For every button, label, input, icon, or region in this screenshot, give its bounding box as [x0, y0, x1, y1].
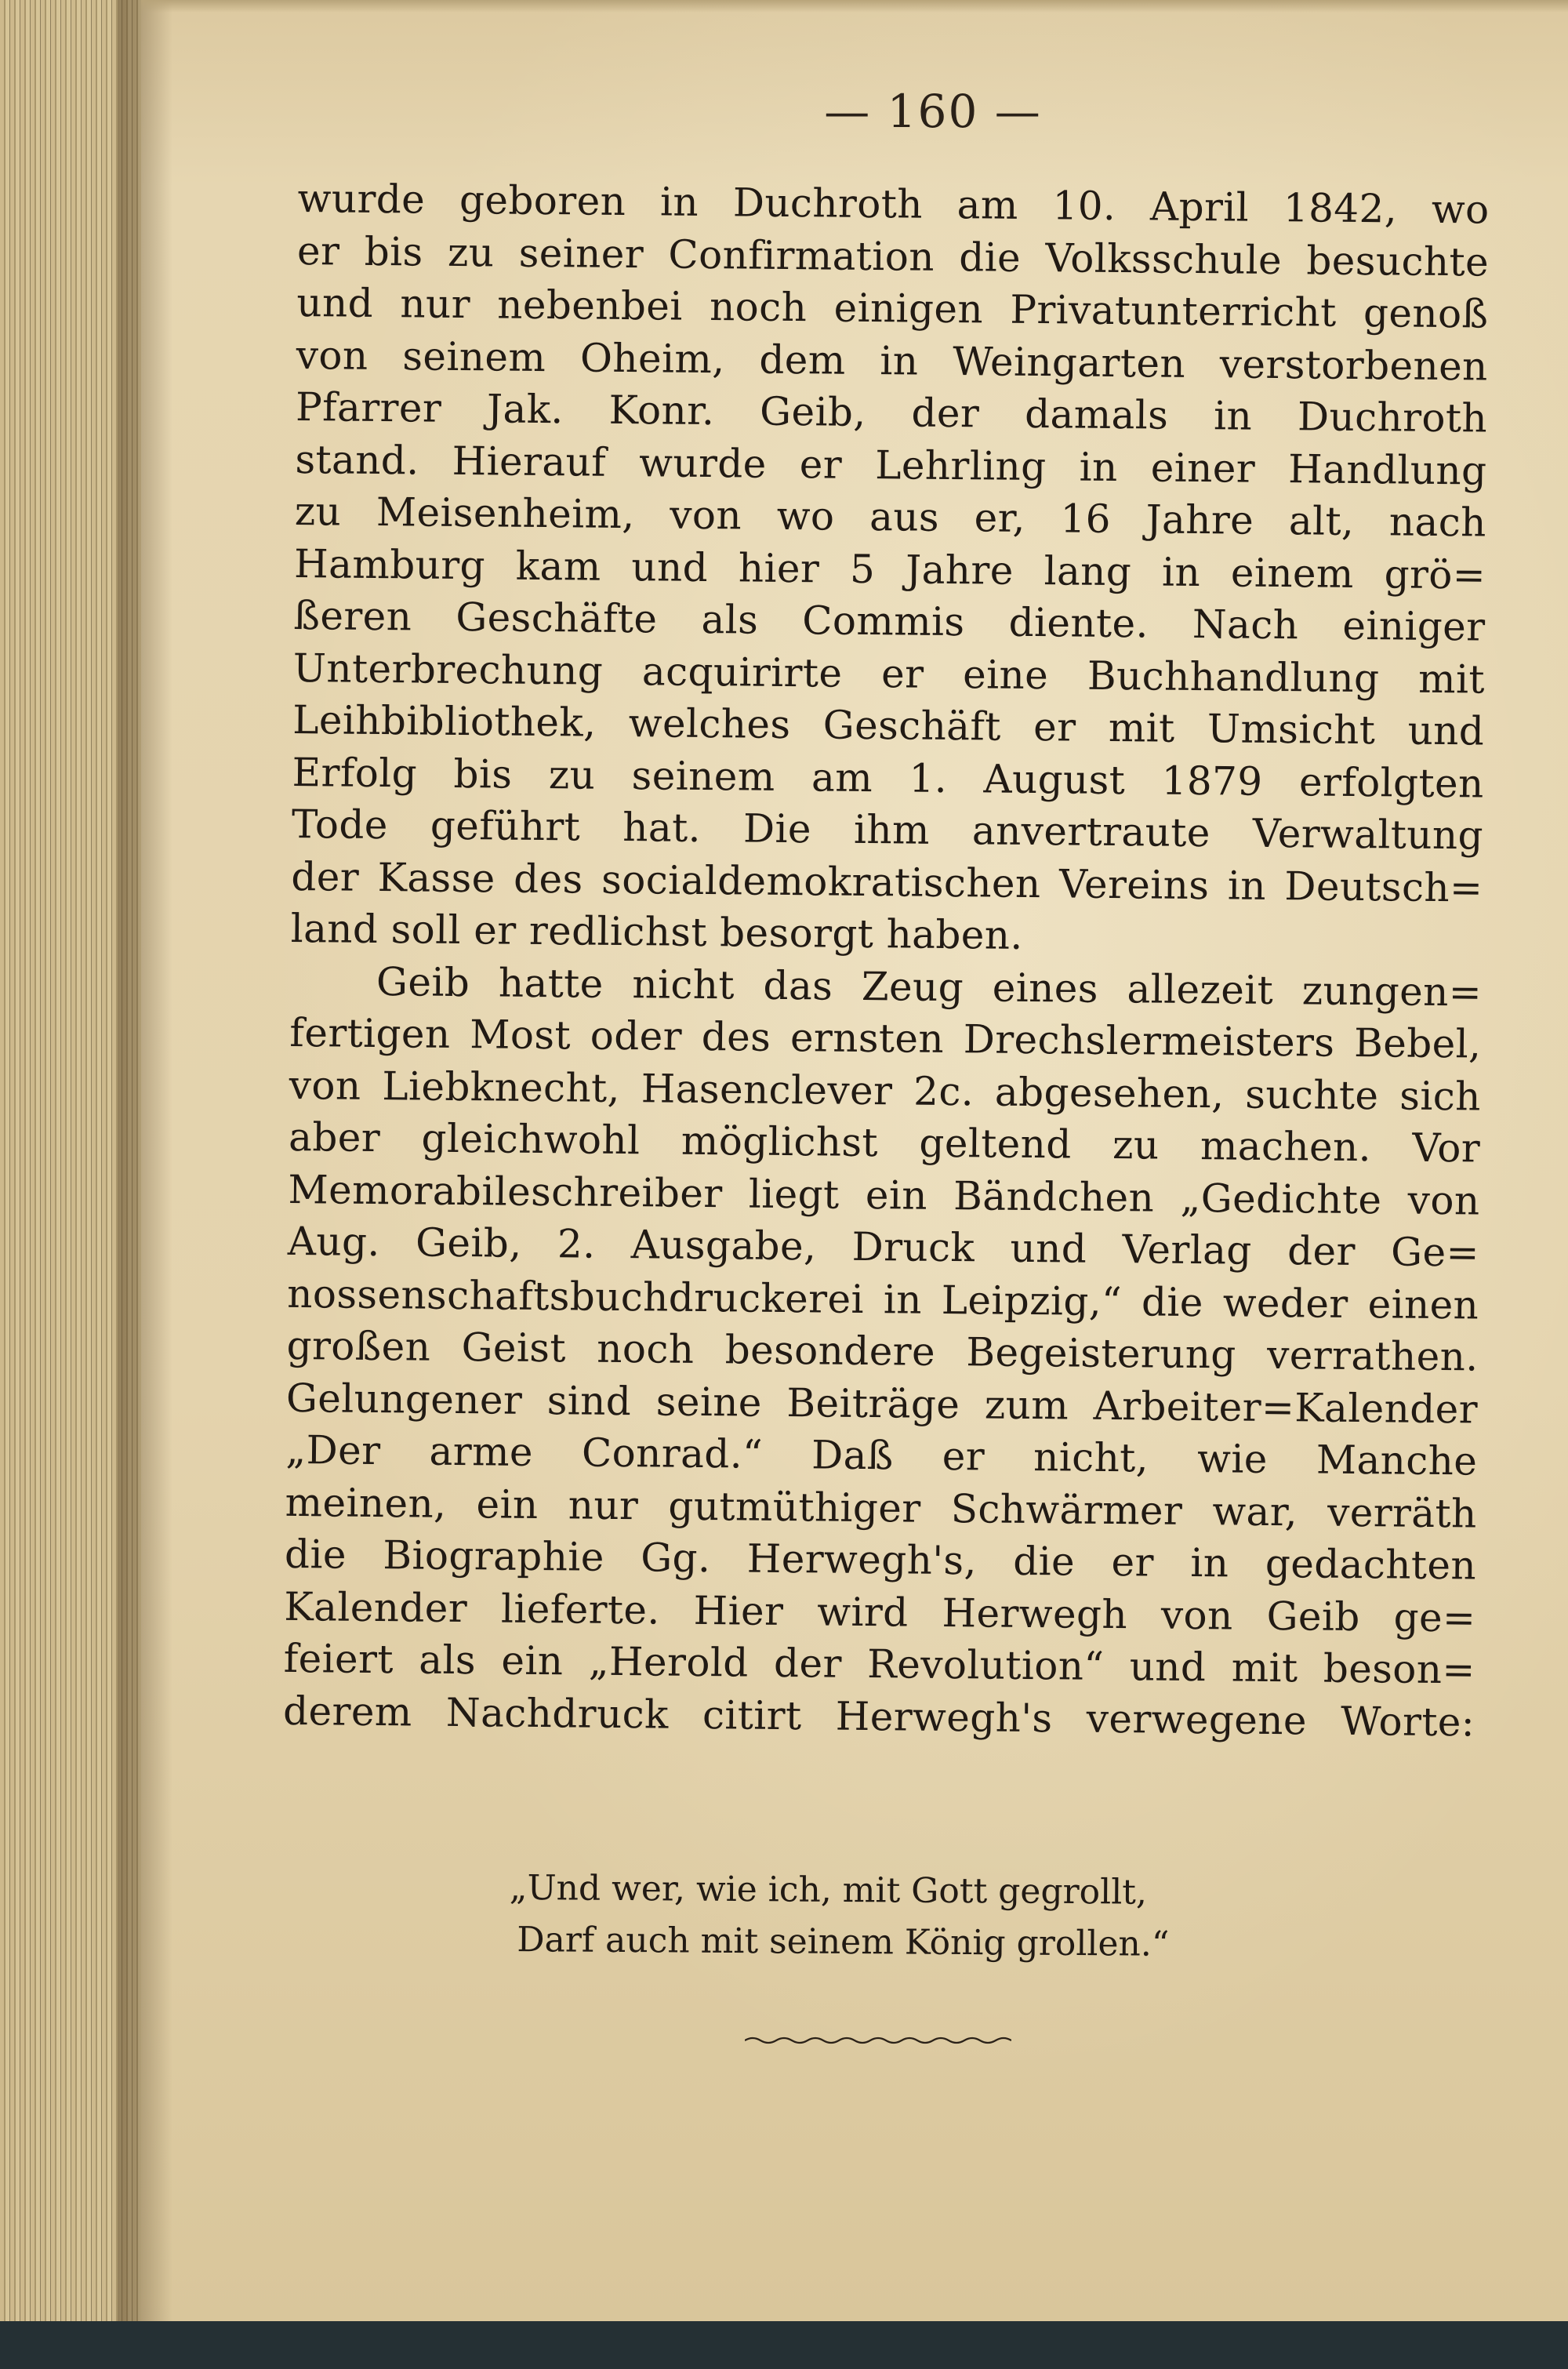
text-line: Kalender lieferte. Hier wird Herwegh von Geib ge=: [284, 1583, 1476, 1641]
text-line: aber gleichwohl möglichst geltend zu machen. Vor: [288, 1114, 1481, 1172]
text-line: großen Geist noch besondere Begeisterung verrathen.: [286, 1322, 1479, 1380]
text-line: land soll er redlichst besorgt haben.: [290, 905, 1023, 958]
text-line: er bis zu seiner Confirmation die Volksschule besuchte: [296, 227, 1490, 285]
scan-bottom-edge: [0, 2321, 1568, 2369]
text-line: „Der arme Conrad.“ Daß er nicht, wie Manche: [285, 1426, 1478, 1484]
text-line: feiert als ein „Herold der Revolution“ und mit beson=: [283, 1635, 1476, 1693]
wavy-divider-ornament: [745, 2033, 1011, 2048]
text-line: Erfolg bis zu seinem am 1. August 1879 erfolgten: [292, 749, 1484, 807]
text-line: zu Meisenheim, von wo aus er, 16 Jahre alt, nach: [294, 488, 1487, 546]
page-number: — 160 —: [824, 85, 1042, 138]
text-line: meinen, ein nur gutmüthiger Schwärmer war, verräth: [285, 1479, 1477, 1537]
text-line: Unterbrechung acquirirte er eine Buchhandlung mit: [292, 645, 1486, 703]
text-line: Memorabileschreiber liegt ein Bändchen „Gedichte von: [288, 1166, 1480, 1224]
verse-line: „Und wer, wie ich, mit Gott gegrollt,: [509, 1867, 1148, 1913]
text-line: Leihbibliothek, welches Geschäft er mit Umsicht und: [292, 696, 1485, 754]
text-line: Hamburg kam und hier 5 Jahre lang in einem grö=: [293, 540, 1486, 598]
text-line: von Liebknecht, Hasenclever 2c. abgesehen, suchte sich: [289, 1062, 1482, 1120]
verse-quote: [509, 1862, 1262, 1971]
text-line: Aug. Geib, 2. Ausgabe, Druck und Verlag der Ge=: [287, 1218, 1480, 1276]
text-line: Pfarrer Jak. Konr. Geib, der damals in Duchroth: [295, 383, 1488, 441]
text-line: Tode geführt hat. Die ihm anvertraute Verwaltung: [291, 801, 1484, 859]
text-line: stand. Hierauf wurde er Lehrling in einer Handlung: [295, 436, 1487, 494]
text-line: und nur nebenbei noch einigen Privatunterricht genoß: [296, 279, 1489, 337]
paragraph-first-line: Geib hatte nicht das Zeug eines allezeit zungen=: [376, 958, 1483, 1016]
body-text: [283, 173, 1490, 1748]
text-line: nossenschaftsbuchdruckerei in Leipzig,“ die weder einen: [286, 1270, 1479, 1328]
text-line: Gelungener sind seine Beiträge zum Arbeiter=Kalender: [285, 1375, 1479, 1433]
text-line: der Kasse des socialdemokratischen Vereins in Deutsch=: [291, 853, 1483, 911]
text-line: derem Nachdruck citirt Herwegh's verwegene Worte:: [282, 1688, 1475, 1745]
text-line: fertigen Most oder des ernsten Drechslermeisters Bebel,: [289, 1009, 1482, 1067]
verse-line: Darf auch mit seinem König grollen.“: [517, 1920, 1170, 1964]
page-top-edge: [141, 0, 1568, 13]
text-line: von seinem Oheim, dem in Weingarten verstorbenen: [296, 332, 1488, 390]
binding-shadow: [118, 0, 172, 2321]
text-line: wurde geboren in Duchroth am 10. April 1842, wo: [297, 175, 1490, 233]
text-line: ßeren Geschäfte als Commis diente. Nach einiger: [293, 592, 1486, 650]
text-line: die Biographie Gg. Herwegh's, die er in gedachten: [284, 1531, 1477, 1589]
